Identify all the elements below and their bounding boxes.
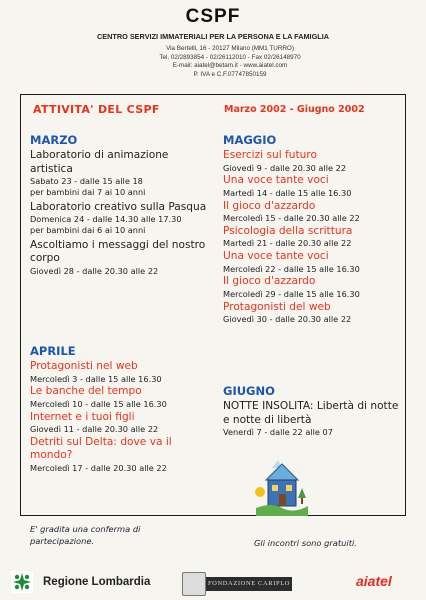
confirmation-note [30, 523, 140, 547]
event-date: Giovedì 11 - dalle 20.30 alle 22 [30, 424, 159, 435]
fondazione-cariplo-label: FONDAZIONE CARIPLO [206, 577, 292, 591]
address-line: Via Bertelli, 16 - 20127 Milano (MM1 TURRO) [166, 45, 294, 52]
month-heading-marzo: MARZO [30, 133, 78, 147]
event-date: Mercoledì 17 - dalle 20.30 alle 22 [30, 462, 167, 473]
event-date: Martedì 14 - dalle 15 alle 16.30 [223, 187, 352, 198]
contact-block [130, 45, 330, 79]
confirmation-note-line2: partecipazione. [30, 536, 95, 546]
event-date: Mercoledì 15 - dalle 20.30 alle 22 [223, 213, 360, 224]
event-date: Mercoledì 3 - dalle 15 alle 16.30 [30, 373, 162, 384]
giugno-section [223, 384, 399, 438]
organization-title: CSPF [185, 6, 241, 27]
month-heading-giugno: GIUGNO [223, 384, 275, 398]
event-title: Psicologia della scrittura [223, 224, 353, 237]
regione-lombardia-logo-icon [11, 571, 33, 593]
event-title: Protagonisti nel web [30, 360, 138, 372]
event-date: Giovedì 9 - dalle 20.30 alle 22 [223, 162, 347, 173]
event-title: Una voce tante voci [223, 250, 329, 263]
confirmation-note-line1: E' gradita una conferma di [30, 524, 141, 534]
aprile-section [30, 344, 208, 474]
month-heading-maggio: MAGGIO [223, 133, 277, 147]
email-line: E-mail: aiatel@betam.it - www.aiatel.com [172, 62, 288, 70]
aiatel-logo: aiatel [356, 573, 392, 589]
event-date: Mercoledì 10 - dalle 15 alle 16.30 [30, 398, 167, 409]
event-title: Il gioco d'azzardo [223, 199, 316, 212]
event-title: Il gioco d'azzardo [223, 275, 316, 288]
fondazione-cariplo-logo-icon [182, 572, 206, 596]
month-heading-aprile: APRILE [30, 344, 76, 358]
phone-line: Tel. 02/2893854 - 02/26112010 - Fax 02/26148970 [159, 53, 301, 61]
event-title: Laboratorio di animazione artistica [30, 149, 169, 175]
period-heading: Marzo 2002 - Giugno 2002 [224, 104, 365, 115]
event-date: Martedì 21 - dalle 20.30 alle 22 [223, 238, 352, 249]
event-title: Ascoltiamo i messaggi del nostro corpo [30, 238, 206, 265]
event-audience: per bambini dai 7 ai 10 anni [30, 186, 146, 197]
maggio-section [223, 133, 401, 325]
free-events-note: Gli incontri sono gratuiti. [254, 538, 357, 548]
marzo-section [30, 133, 208, 276]
regione-lombardia-label: Regione Lombardia [43, 576, 151, 588]
event-title: Internet e i tuoi figli [30, 410, 135, 423]
activities-heading: ATTIVITA' DEL CSPF [33, 103, 160, 116]
event-date: Domenica 24 - dalle 14.30 alle 17.30 [30, 214, 182, 225]
event-title: Le banche del tempo [30, 385, 142, 398]
event-title: NOTTE INSOLITA: Libertà di notte e notte di libertà [223, 400, 399, 426]
event-date: Venerdì 7 - dalle 22 alle 07 [223, 427, 333, 437]
house-illustration-icon [254, 458, 310, 522]
organization-subtitle: CENTRO SERVIZI IMMATERIALI PER LA PERSONA E LA FAMIGLIA [96, 32, 330, 41]
event-title: Laboratorio creativo sulla Pasqua [30, 200, 207, 213]
event-date: Giovedì 30 - dalle 20.30 alle 22 [223, 314, 352, 325]
event-audience: per bambini dai 6 ai 10 anni [30, 224, 146, 235]
event-date: Sabato 23 - dalle 15 alle 18 [30, 176, 143, 186]
vat-line: P. IVA e C.F.07747850159 [193, 70, 267, 78]
event-title: Detriti sul Delta: dove va il mondo? [30, 435, 172, 462]
event-date: Mercoledì 29 - dalle 15 alle 16.30 [223, 288, 360, 299]
event-title: Una voce tante voci [223, 174, 329, 187]
event-title: Esercizi sul futuro [223, 149, 317, 161]
event-date: Mercoledì 22 - dalle 15 alle 16.30 [223, 263, 360, 274]
event-date: Giovedì 28 - dalle 20.30 alle 22 [30, 265, 159, 276]
event-title: Protagonisti del web [223, 300, 331, 313]
